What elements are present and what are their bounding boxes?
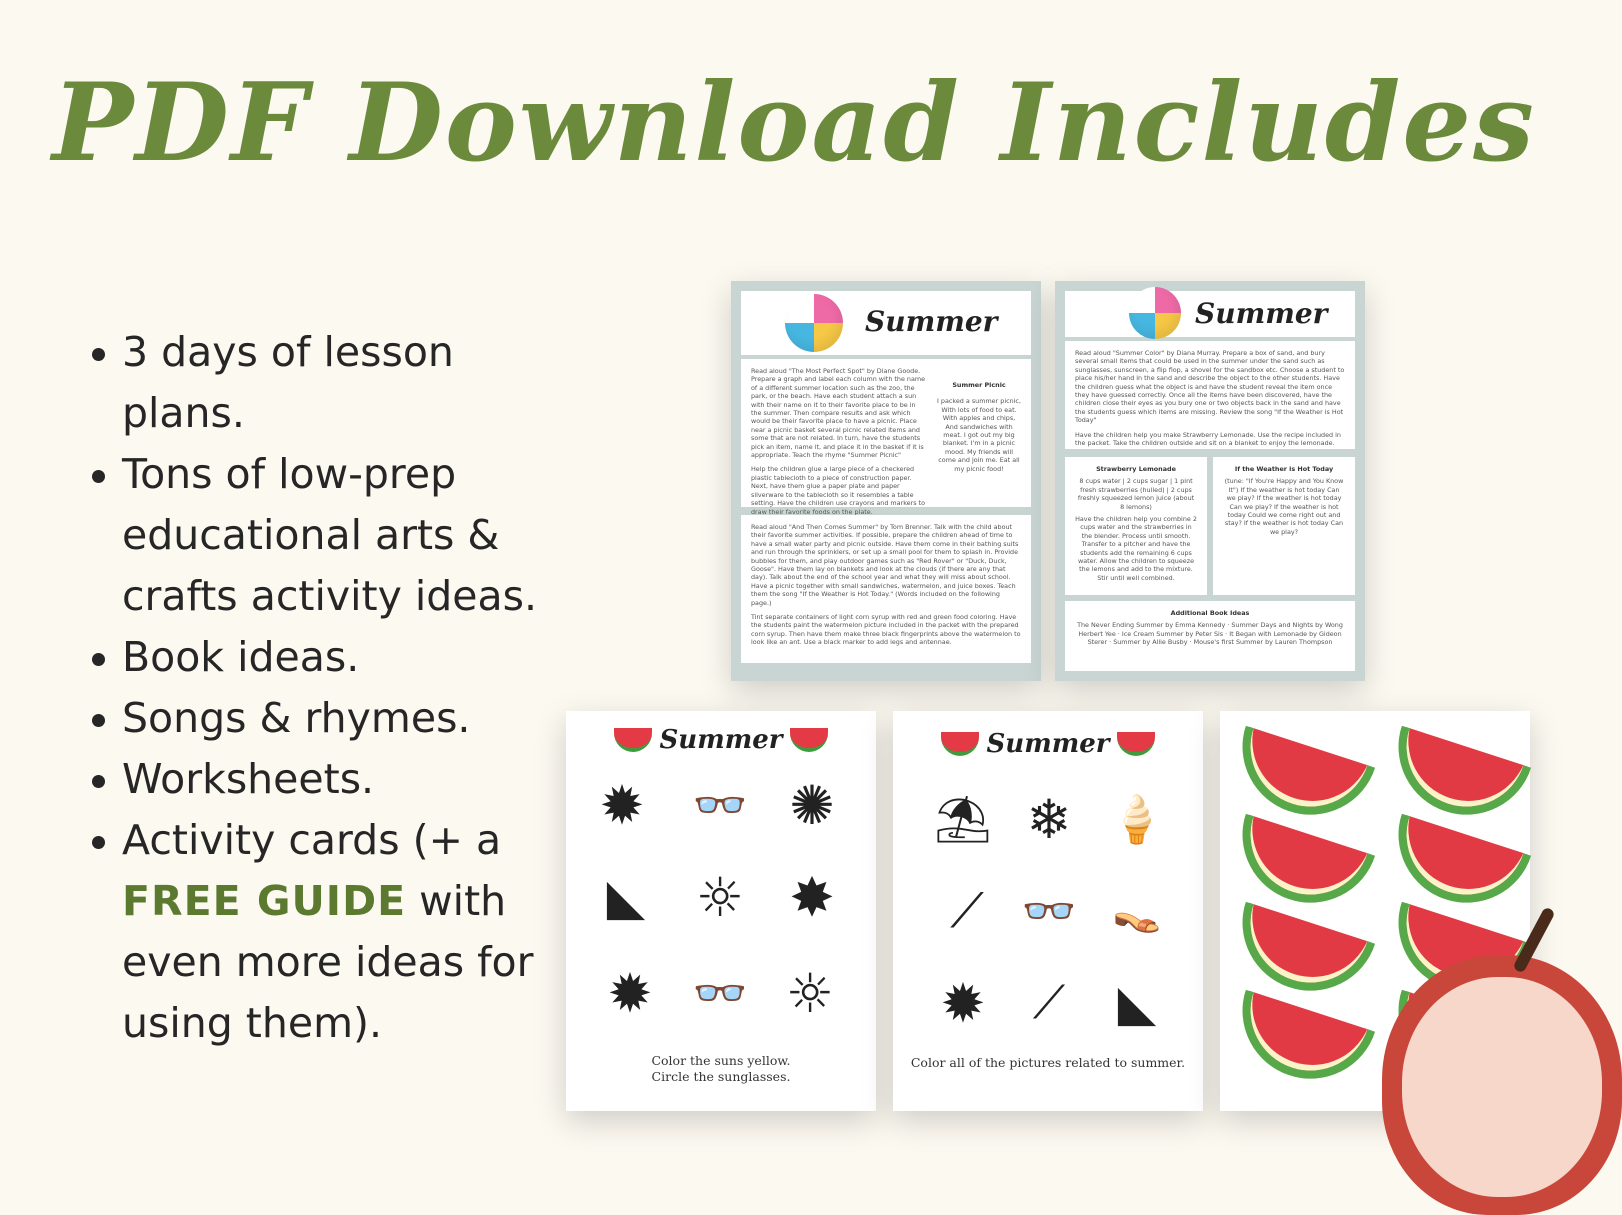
ice-cream-icon: 🍦	[1108, 791, 1166, 846]
lesson-heading: Summer	[865, 305, 998, 338]
flip-flops-icon: 👡	[1112, 888, 1162, 935]
worksheet-caption	[566, 1053, 876, 1085]
watermelon-slice-icon: ◣	[1117, 974, 1157, 1032]
smiling-sun-icon: ✺	[789, 773, 835, 837]
fork-icon: ⟋	[1032, 975, 1066, 1029]
poem-title: Summer Picnic	[952, 381, 1006, 389]
watermelon-icon	[1117, 732, 1155, 756]
lesson-box-1	[741, 359, 1031, 516]
list-item: 3 days of lesson plans.	[88, 322, 558, 444]
page-title: PDF Download Includes	[52, 60, 1536, 186]
song-title: If the Weather is Hot Today	[1234, 465, 1334, 473]
list-item: Songs & rhymes.	[88, 688, 558, 749]
recipe-title: Strawberry Lemonade	[1096, 465, 1176, 473]
lesson-text: Help the children glue a large piece of a checkered plastic tablecloth to a piece of construction paper. Next, have them glue a paper plate and paper silverware to the tablecloth so it resembles a table setting. Have the children use crayons and markers to draw their favorite foods on the plate.	[751, 465, 926, 516]
watermelon-card	[1225, 990, 1375, 1097]
recipe-ingredients: 8 cups water | 2 cups sugar | 1 pint fresh strawberries (hulled) | 2 cups freshly squeezed lemon juice (about 8 lemons)	[1077, 477, 1195, 511]
apple-logo	[1382, 955, 1622, 1215]
sun-icon: ✸	[789, 865, 835, 929]
snowflake-icon: ❄	[1026, 787, 1072, 851]
smiling-sun-icon: ☼	[695, 865, 745, 929]
worksheet-header	[893, 725, 1203, 760]
lesson-text: Read aloud "The Most Perfect Spot" by Diane Goode. Prepare a graph and label each column with the name of a different summer location such as the zoo, the park, or the beach. Have each student attach a sun with their name on it to their favorite place to be in the summer. Then compare results and ask which would be their favorite place to have a picnic. Place near a picnic basket several picnic related items and some that are not related. In turn, have the students pick an item, name it, and place it in the basket if it is appropriate. Teach the rhyme "Summer Picnic"	[751, 367, 926, 460]
sunglasses-icon: 👓	[1021, 886, 1077, 937]
beach-chair-umbrella-icon: ⛱	[933, 791, 993, 846]
sun-icon: ☼	[785, 961, 835, 1025]
worksheet-header	[566, 721, 876, 756]
worksheet-caption: Color all of the pictures related to summer.	[910, 1055, 1186, 1070]
watermelon-icon	[941, 732, 979, 756]
free-guide-highlight: FREE GUIDE	[122, 877, 407, 925]
lesson-header	[1065, 291, 1355, 337]
caption-line: Color the suns yellow.	[651, 1053, 791, 1068]
watermelon-slice-icon: ◣	[606, 868, 646, 926]
lesson-text: Have the children help you make Strawberry Lemonade. Use the recipe included in the packet. Take the children outside and sit on a blanket to enjoy the lemonade.	[1075, 430, 1341, 448]
song-text: (tune: "If You're Happy and You Know It") If the weather is hot today Can we play? If the weather is hot today Can we play? If the weather is hot today Could we come right out and stay? If the weather is hot today Can we play?	[1224, 477, 1344, 536]
worksheet-2	[893, 711, 1203, 1111]
lesson-box-2	[741, 515, 1031, 663]
feature-list	[88, 322, 558, 1054]
lesson-text: Read aloud "And Then Comes Summer" by Tom Brenner. Talk with the child about their favorite summer activities. If possible, prepare the children ahead of time to have a small water party and picnic outside. Have them come in their bathing suits and run through the sprinklers, or set up a small pool for them to splash in. Provide bubbles for them, and play outdoor games such as "Red Rover" or "Duck, Duck, Goose". Have them lay on blankets and look at the clouds (if there are any that day). Talk about the end of the school year and what they will miss about school. Have a picnic together with small sandwiches, watermelon, and juice boxes. Teach them the song "If the Weather is Hot Today." (Words included on the following page.)	[751, 523, 1019, 607]
lesson-text: Read aloud "Summer Color" by Diana Murray. Prepare a box of sand, and bury several small items that could be used in the summer under the sand such as sunglasses, sunscreen, a flip flop, a shovel for the sandbox etc. Choose a student to place his/her hand in the sand and describe the object to the other students. Have the children guess what the object is and have the student reveal the item once they have guessed correctly. Once all the items have been discovered, have the children close their eyes as you bury one or two objects back in the sand and have the students guess which items are missing. Review the song "If the Weather is Hot Today"	[1075, 349, 1345, 425]
books-list: The Never Ending Summer by Emma Kennedy · Summer Days and Nights by Wong Herbert Yee · Ice Cream Summer by Peter Sis · It Began with Lemonade by Gideon Sterer · Summer by Allie Busby · Mouse's first Summer by Lauren Thompson	[1077, 621, 1343, 647]
list-item: Worksheets.	[88, 749, 558, 810]
sun-icon: ✹	[940, 971, 986, 1035]
lesson-plan-page-2	[1055, 281, 1365, 681]
lesson-heading: Summer	[1195, 297, 1328, 330]
lesson-plan-page-1	[731, 281, 1041, 681]
sun-icon: ✹	[599, 773, 645, 837]
list-item: Tons of low-prep educational arts & crafts activity ideas.	[88, 444, 558, 627]
list-item	[88, 810, 558, 1054]
recipe-steps: Have the children help you combine 2 cups water and the strawberries in the blender. Process until smooth. Transfer to a pitcher and have the students add the remaining 6 cups water. Allow the children to squeeze the lemons and add to the mixture. Stir until well combined.	[1075, 515, 1197, 582]
recipe-box	[1065, 457, 1207, 595]
worksheet-heading: Summer	[659, 725, 783, 755]
candy-cane-icon: ⟋	[950, 882, 984, 939]
song-box	[1213, 457, 1355, 595]
sunglasses-icon: 👓	[692, 968, 748, 1019]
sun-icon: ✹	[607, 961, 653, 1025]
watermelon-icon	[790, 728, 828, 752]
books-title: Additional Book Ideas	[1170, 609, 1250, 617]
watermelon-icon	[614, 728, 652, 752]
caption-line: Circle the sunglasses.	[651, 1069, 791, 1084]
sunglasses-icon: 👓	[692, 780, 748, 831]
list-item-text: Activity cards (+ a	[122, 816, 502, 864]
lesson-box-intro	[1065, 341, 1355, 449]
worksheet-heading: Summer	[986, 729, 1110, 759]
lesson-text: Tint separate containers of light corn syrup with red and green food coloring. Have the students paint the watermelon picture included in the packet with the prepared corn syrup. Then have them make three black fingerprints above the watermelon to look like an ant. Use a black marker to add legs and antennae.	[751, 613, 1021, 647]
lesson-header	[741, 291, 1031, 355]
beach-ball-icon	[785, 294, 843, 352]
list-item-text: with even more ideas for using them).	[122, 877, 534, 1047]
beach-ball-icon	[1129, 287, 1181, 339]
list-item: Book ideas.	[88, 627, 558, 688]
books-box	[1065, 601, 1355, 671]
poem-text: I packed a summer picnic, With lots of food to eat. With apples and chips, And sandwiches with meat. I got out my big blanket. I'm in a picnic mood. My friends will come and join me. Eat all my picnic food!	[937, 397, 1021, 473]
worksheet-1	[566, 711, 876, 1111]
